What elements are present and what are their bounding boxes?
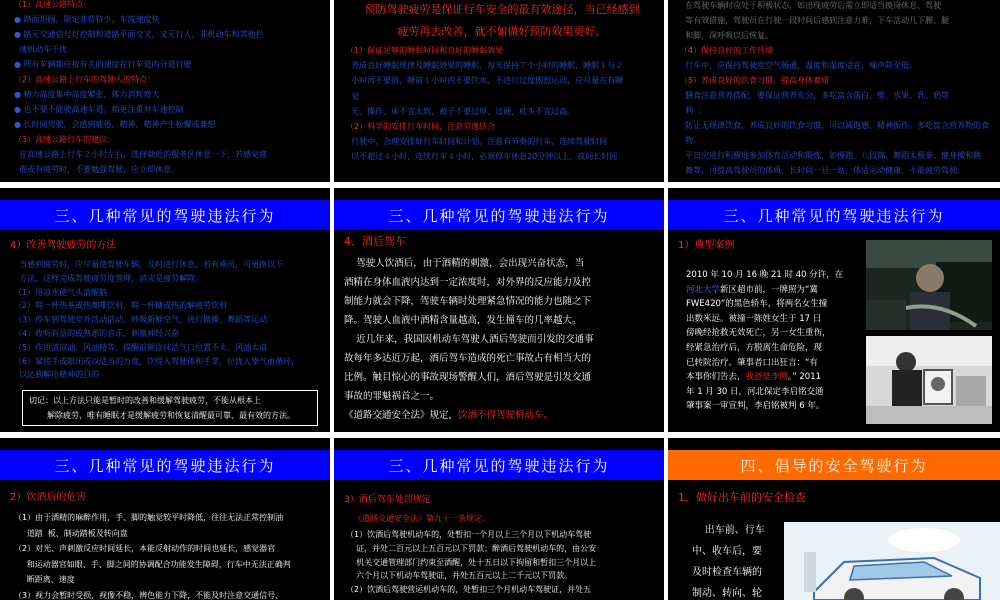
slide-body-line: 酒精在身体血液内达到一定浓度时，对外界的反应能力及控: [344, 277, 592, 288]
slide-line: 断距离、速度: [14, 575, 75, 584]
slide-line: 行驶中，合理安排好行车时间和计划，注意有节奏的行车，连续驾驶时间: [346, 137, 608, 147]
slide-line: ● 路面坦阔，限定非营特少，车流速度快: [14, 15, 160, 24]
slide-line: （6）紧搓手或眼闭或以适当的力度，饮提入驾驶体和手掌，拉拢入挚气血循环，: [14, 356, 300, 366]
slide-5-red-tail: 饮酒不得驾驶机动车。: [458, 410, 554, 421]
slide-line: 证，并处二百元以上五百元以下罚款；醉酒后驾驶机动车的，由公安: [346, 543, 597, 553]
slide-body-line: 中、收车后，要: [692, 546, 762, 557]
slide-line: （3）高速公路行车的建议：: [14, 135, 116, 144]
slide-9-heading: 1．做好出车前的安全检查: [678, 491, 806, 504]
slide-9-banner: 四、倡导的安全驾驶行为: [668, 450, 1000, 480]
slide-line: 舞等，可提高驾驶员的体质，长时间一旦一站，体适运动健康，不能疲劳驾驶。: [680, 166, 966, 175]
slide-body-line: 比例。触目惊心的事故现场警醒人们，酒后驾驶是引发交通: [344, 372, 592, 383]
slide-line: 光、操作、床不宜太软，被子不要过厚、过硬，枕头不宜过高。: [346, 106, 576, 116]
accident-car-photo: [866, 240, 992, 330]
slide-4-banner: 三、几种常见的驾驶违法行为: [0, 200, 330, 230]
slide-body-line: 近几年来，我国因机动车驾驶人酒后驾驶而引发的交通事: [344, 334, 594, 345]
slide-body-line: 2010 年 10 月 16 晚 21 时 40 分许，在: [686, 270, 844, 280]
slide-line: （1）用凉水使气头清醒脑: [14, 287, 108, 297]
slide-body-line: 制动、转向、轮: [692, 588, 762, 599]
slide-line: 觉: [346, 91, 360, 101]
slide-body-line: 经紧急治疗后，方脱离生命危险，现: [686, 342, 823, 353]
slide-body-line: 及时检查车辆的: [692, 567, 762, 578]
slide-4-body: [14, 258, 326, 382]
slide-2-body: [346, 0, 658, 165]
slide-thumbnail-9[interactable]: [668, 438, 1000, 600]
slide-line: ● 所有车辆都应按有关的速度在行车道内分道行驶: [14, 60, 192, 69]
slide-5-banner: 三、几种常见的驾驶违法行为: [334, 200, 664, 230]
slide-body-line: 年 1 月 30 日，河北保定李启铭交通: [686, 386, 824, 397]
slide-6-case-text: [686, 268, 866, 414]
slide-4-note-line-2: 解除疲劳，唯有睡眠才是缓解疲劳和恢复清醒最可靠、最有效的方法。: [47, 411, 295, 420]
slide-line: 方法，这样完成驾驶疲劳度管理，消灾是疲劳解除。: [14, 273, 204, 283]
slide-body-line: 出车前、行车: [692, 525, 765, 536]
slide-line: 等有效措施，驾驶员在行驶一段时间后感到注意力难，下车活动几下腰、腿: [680, 16, 950, 25]
slide-line: （1）由于酒精的麻醉作用，手、脚的触觉较平时降低，往往无法正常控制油: [14, 513, 284, 522]
slide-line: （1）饮酒后驾驶机动车的，处暂扣一个月以上三个月以下机动车驾驶: [346, 530, 592, 539]
slide-line: （4）保持良好的工作环境: [680, 46, 774, 55]
slide-line: 当感到疲劳时，应尽量使驾驶车辆，及时进行休息，若有乘员，可更换以下: [14, 260, 284, 269]
slide-thumbnail-4[interactable]: [0, 188, 330, 432]
slide-line: （5）养成良好的饮食习惯，提高身体素质: [680, 76, 830, 85]
slide-line: 机关交通管理部门约束至酒醒，处十五日以下拘留和暂扣三个月以上: [346, 557, 597, 567]
slide-body-line: 出数米远。被撞一陈姓女生于 17 日: [686, 313, 822, 324]
slide-body-line: FWE420”的黑色轿车，将两名女生撞: [686, 299, 828, 310]
slide-line: 六个月以下机动车驾驶证，并处五百元以上二千元以下罚款。: [346, 571, 573, 581]
slide-line: 以不超过４小时，连续行车４小时，必须停车休息20分钟以上，夜间长时间: [346, 152, 618, 162]
slide-body-line: 傍晚经抢救无效死亡，另一女生重伤，: [686, 328, 831, 339]
slide-body-line: 已转院治疗。肇事者口出狂言：“有: [686, 357, 818, 368]
slide-line: （5）作用清凉油、风油精等，提醒前额涂抹活气口位置不太，风油太清: [14, 342, 268, 352]
slide-line: （2）喝一杯热茶或热咖啡饮料，喝一杯糖或热的解疲劳饮料: [14, 301, 228, 311]
slide-body-line: 故每年多达近万起，酒后驾车造成的死亡事故占有相当大的: [344, 353, 592, 364]
slide-8-body: [346, 528, 660, 597]
memorial-photo: [866, 336, 992, 424]
slide-line: ● 也不要不能驶高速车道，稍更注重对车速控制: [14, 105, 184, 114]
slide-line: 疲劳再去改善，就不如做好预防效果更好。: [397, 25, 607, 38]
slide-line: 在高速公路上行车２小时左右，选择就近的服务区休息一下，若感觉疲: [14, 150, 268, 159]
slide-line: （1）高速公路特点：: [14, 0, 92, 9]
slide-line: （2）对光、声刺激反应时间延长，本能反射动作的时间也延长，感觉器官: [14, 544, 276, 553]
slide-7-banner: 三、几种常见的驾驶违法行为: [0, 450, 330, 480]
slide-4-note-box: [22, 390, 318, 426]
slide-line: 预防驾驶疲劳是保证行车安全的最有效途径，当已经感到: [364, 3, 640, 16]
slide-1-body: [14, 0, 324, 177]
slide-line: ● 路无交通信号灯控制和道路平面交叉，又无行人，非机动车和其他拦: [14, 30, 264, 39]
car-inspection-illustration: [784, 522, 1000, 600]
slide-line: 养成良好睡眠规律及睡眠效果的睡眠，每天保持７个小时的睡眠，睡眠１与２: [346, 61, 624, 71]
slide-line: （2）科学的安排行车时间，注意劳逸结合: [346, 122, 496, 132]
slide-line: 道踏 板、制动踏板及转向盘: [14, 528, 128, 538]
slide-8-heading: 3）酒后驾车处罚规定: [344, 495, 431, 505]
slide-line: ● 长时间驾驶，会感到疲倦，精神，精神产生松懈或兼想: [14, 120, 216, 129]
slide-line: （4）收听有益的或熟悉的音乐，刺激神经兴奋: [14, 328, 180, 338]
slide-body-line: 降。驾驶人血液中酒精含量越高，发生撞车的几率越大。: [344, 315, 582, 326]
slide-line: ● 精力高度集中高度紧张，体力消耗增大: [14, 90, 160, 99]
slide-line: 在驾驶车辆时应处于积极状态，如出现疲劳后需立即适当换岗休息、驾驶: [680, 1, 942, 10]
slide-line: 速机动车干扰: [14, 45, 68, 54]
slide-6-banner: 三、几种常见的驾驶违法行为: [668, 200, 1000, 230]
slide-4-note-line-1: 切记：以上方法只能是暂时的改善和缓解驾驶疲劳，不能从根本上: [29, 396, 261, 405]
slide-thumbnail-5[interactable]: [334, 188, 664, 432]
slide-7-heading: 2）饮酒后的危害: [10, 492, 87, 503]
slide-line: 防止无规律饮食，养成良好的饮食习惯，可以减饱感，精神振作。多吃富含营养物的食: [680, 121, 990, 130]
slide-line: 小时再不要放，睡前１小时内不要饮水、不进行过度剧烈运动，应尽量在有睡: [346, 76, 624, 86]
slide-thumbnail-8[interactable]: [334, 438, 664, 600]
slide-body-line: 河北大学新区超市前，一牌照为“冀: [686, 284, 818, 295]
slide-line: （1）保证足够的睡眠时间和良好的睡眠效果: [346, 46, 504, 55]
slide-line: （2）高速公路上行车的驾驶人的特点：: [14, 75, 156, 84]
slide-thumbnail-3[interactable]: [668, 0, 1000, 182]
slide-8-subheading: 《道路交通安全法》第九十一条规定：: [354, 514, 490, 523]
slide-5-heading: 4．酒后驾车: [344, 235, 406, 248]
slide-line: 倦或有疲劳时，不要勉强驾驶，应立即休息。: [14, 165, 180, 174]
slide-7-body: [14, 510, 326, 600]
slide-body-line: 驾驶人饮酒后，由于酒精的刺激，会出现兴奋状态，当: [344, 258, 585, 269]
slide-line: （3）停车到驾驶室外活动活动，呼吸新鲜空气，进行做操、舞蹈等运动: [14, 315, 268, 325]
slide-6-heading: 1）典型案例: [678, 240, 735, 251]
slide-thumbnail-2[interactable]: [334, 0, 664, 182]
slide-body-line: 本事你们告去，我爸是李刚。” 2011: [686, 372, 822, 383]
slide-thumbnail-6[interactable]: [668, 188, 1000, 432]
slide-line: 和脚，深呼吸以后恢复。: [680, 31, 774, 40]
slide-line: 利 。: [680, 106, 707, 115]
slide-8-banner: 三、几种常见的驾驶违法行为: [334, 450, 664, 480]
slide-body-line: 《道路交通安全法》规定，饮酒不得驾驶机动车。: [344, 410, 554, 421]
slide-line: 以达到解出精神的目的: [14, 370, 100, 380]
slide-5-body: [344, 254, 660, 425]
slide-line: 平日应进行积极地参加体育活动和锻炼，如慢跑、八段锦、舞蹈太极拳、健身操和跳: [680, 151, 982, 160]
slide-line: 膳食注意营养搭配，要保证营养充分，多吃富含蛋白、维、水果、乳、奶等: [680, 91, 950, 100]
slide-body-line: 肇事案一审宣判，李启铭被判 6 年。: [686, 401, 825, 412]
slide-4-heading: 4）改善驾驶疲劳的方法: [10, 240, 117, 251]
slide-3-body: [680, 0, 996, 178]
slide-line: 物。: [680, 136, 702, 145]
slide-line: 和运动器官如眼、手、脚之间的协调配合功能发生障碍，行车中无法正确判: [14, 559, 291, 569]
slide-line: 行车中，应保持驾驶室空气畅通，温度和湿度适宜，噪声降至低。: [680, 61, 918, 70]
slide-line: （2）饮酒后驾驶营运机动车的，处暂扣三个月机动车驾驶证，并处五: [346, 585, 592, 595]
slide-body-line: 制能力就会下降，驾驶车辆时处理紧急情况的能力也随之下: [344, 296, 592, 307]
slide-thumbnail-1[interactable]: [0, 0, 330, 182]
slide-line: （3）视力会暂时受损，视像不稳，辨色能力下降，不能及时注意交通信号、: [14, 590, 284, 600]
slide-body-line: 事故的罪魁祸首之一。: [344, 391, 440, 402]
slide-thumbnail-7[interactable]: [0, 438, 330, 600]
